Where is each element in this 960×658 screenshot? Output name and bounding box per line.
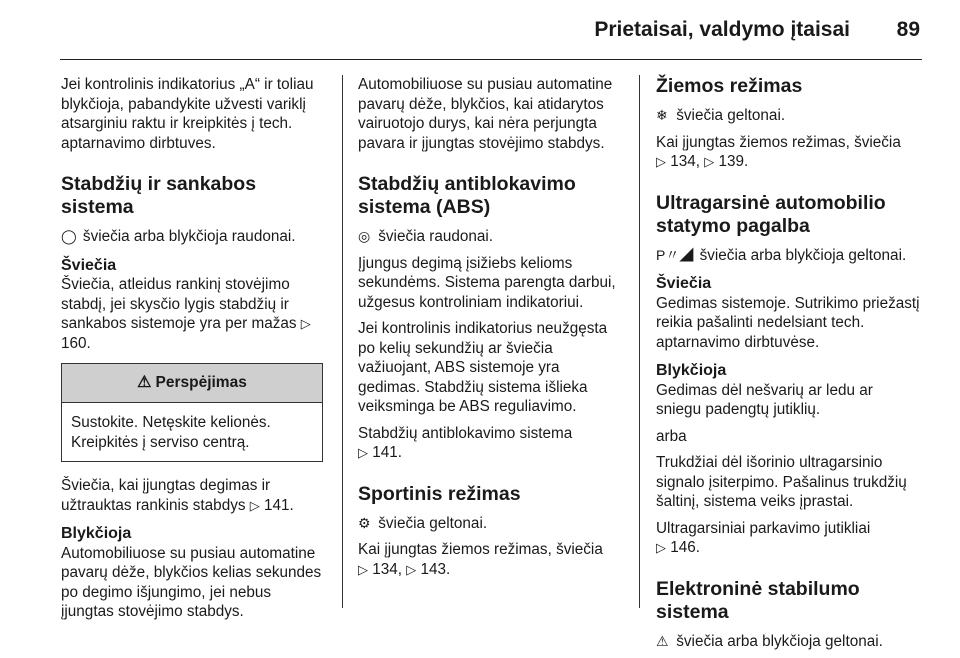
page-ref-arrow-icon: ▷ [656,540,666,555]
esp-icon: ⚠ [656,632,669,649]
section-heading-brake-clutch: Stabdžių ir sankabos sistema [61,173,257,218]
subheading-flashes: Blykčioja [61,525,132,542]
abs-icon: ◎ [358,228,371,244]
header-title: Prietaisai, valdymo įtaisai [594,18,850,41]
column-divider-2 [639,75,640,608]
section-heading-abs: Stabdžių antiblokavimo sistema (ABS) [358,173,576,218]
page-ref: 139. [718,153,749,170]
page-number: 89 [896,18,920,41]
brake-status-line [61,227,323,247]
sport-status-text: šviečia geltonai. [378,514,488,532]
page-ref: 143. [420,560,451,578]
page-ref-arrow-icon: ▷ [656,154,666,169]
page-ref-arrow-icon: ▷ [704,154,715,169]
lights-paragraph [61,275,323,353]
flashes-paragraph: Automobiliuose su pusiau automatine pavarų dėže, blykčios kelias sekundes po degimo išjungimo, jei nebus įjungtas stovėjimo stabdys. [61,544,322,620]
page-ref-arrow-icon: ▷ [358,561,368,577]
section-heading-sport-mode: Sportinis režimas [358,482,521,505]
abs-status-line [358,227,622,247]
park-or: arba [656,427,687,445]
sport-mode-icon: ⚙ [358,514,371,531]
winter-status-line [656,106,920,126]
page-header [0,0,960,62]
subheading-park-lights: Šviečia [656,275,712,292]
page-ref: 146. [670,539,701,556]
park-sensors-text: Ultragarsiniai parkavimo jutikliai [656,519,871,537]
column-divider-1 [342,75,343,608]
semi-automatic-paragraph: Automobiliuose su pusiau automatine pavarų dėže, blykčios, kai atidarytos vairuotojo durys, kai nėra perjungta pavara ir įjungtas stovėjimo stabdys. [358,76,613,152]
sport-paragraph [358,540,622,579]
park-lights-paragraph: Gedimas sistemoje. Sutrikimo priežastį reikia pašalinti nedelsiant tech. aptarnavimo dirbtuvėse. [656,294,920,351]
warning-header [62,364,322,403]
abs-paragraph-1: Įjungus degimą įsižiebs kelioms sekundėms. Sistema parengta darbui, užgesus kontroliniam indikatoriui. [358,254,616,311]
subheading-park-flashes: Blykčioja [656,362,727,379]
park-status-line [656,246,920,266]
column-1 [61,75,323,629]
park-interference-paragraph: Trukdžiai dėl išorinio ultragarsinio signalo įsiterpimo. Pašalinus trukdžių šaltinį, sistema veiks įprastai. [656,454,907,510]
snowflake-icon: ❄ [656,107,668,123]
intro-paragraph: Jei kontrolinis indikatorius „A“ ir toliau blykčioja, pabandykite užvesti variklį atsarginiu raktu ir kreipkitės į tech. aptarnavimo dirbtuves. [61,76,314,152]
warning-triangle-icon: ⚠ [137,374,152,392]
page-ref: 141. [372,444,403,461]
park-status-text: šviečia arba blykčioja geltonai. [699,246,907,264]
section-heading-parking-assist: Ultragarsinė automobilio statymo pagalba [656,191,886,237]
esp-status-line [656,632,920,652]
park-flashes-paragraph: Gedimas dėl nešvarių ar ledu ar sniegu padengtų jutiklių. [656,381,873,418]
page-ref-arrow-icon: ▷ [406,561,417,577]
warning-box [61,363,323,462]
abs-status-text: šviečia raudonai. [378,228,494,245]
page-ref: 134, [670,153,701,170]
abs-ref-text: Stabdžių antiblokavimo sistema [358,424,573,442]
page-ref: 134, [372,560,403,578]
column-3 [656,75,920,658]
winter-paragraph [656,133,920,172]
warning-title: Perspėjimas [155,374,247,392]
warning-text: Sustokite. Netęskite kelionės. Kreipkitės į serviso centrą. [71,414,271,451]
brake-warning-icon: ◯ [61,228,77,244]
winter-status-text: šviečia geltonai. [676,107,786,124]
page-ref-arrow-icon: ▷ [249,497,260,513]
abs-paragraph-2: Jei kontrolinis indikatorius neužgęsta po kelių sekundžių ar šviečia važiuojant, ABS sistemoje yra gedimas. Stabdžių sistema išlieka veiksminga be ABS reguliavimo. [358,320,608,415]
sport-text: Kai įjungtas žiemos režimas, šviečia [358,541,603,558]
abs-paragraph-3 [358,424,622,463]
subheading-lights: Šviečia [61,256,117,274]
park-sensors-paragraph [656,519,920,558]
header-rule [60,59,922,60]
parking-assist-icon: P〃◢ [656,246,694,263]
page-ref-arrow-icon: ▷ [358,445,368,460]
warning-body [62,403,322,461]
brake-status-text: šviečia arba blykčioja raudonai. [82,228,296,245]
parking-brake-paragraph [61,476,323,515]
lights-text: Šviečia, atleidus rankinį stovėjimo stabdį, jei skysčio lygis stabdžių ir sankabos sistemoje yra per mažas [61,276,297,332]
sport-status-line [358,514,622,534]
winter-text: Kai įjungtas žiemos režimas, šviečia [656,133,901,151]
section-heading-winter-mode: Žiemos režimas [656,75,803,97]
column-2 [358,75,622,586]
esp-status-text: šviečia arba blykčioja geltonai. [676,632,883,650]
page-ref-arrow-icon: ▷ [300,316,311,331]
parking-brake-text: Šviečia, kai įjungtas degimas ir užtrauktas rankinis stabdys [61,477,271,514]
page-ref: 160. [61,334,91,352]
section-heading-esp: Elektroninė stabilumo sistema [656,577,860,623]
page-ref: 141. [264,496,294,514]
